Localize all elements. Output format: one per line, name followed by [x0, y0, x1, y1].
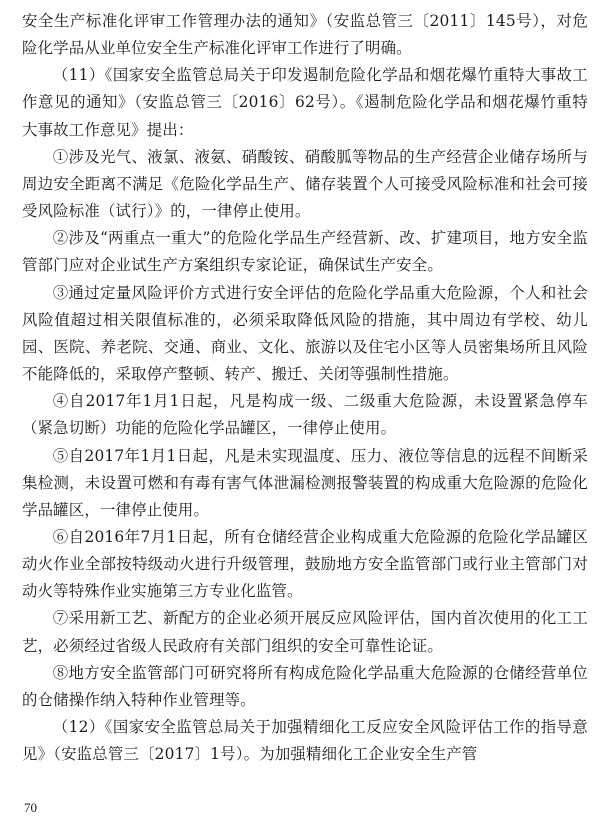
page-number: 70	[24, 800, 37, 815]
document-page	[22, 8, 588, 768]
paragraph-3: ②涉及“两重点一重大”的危险化学品生产经营新、改、扩建项目，地方安全监管部门应对企业试生产方案组织专家论证，确保试生产安全。	[22, 229, 588, 275]
paragraph-0: 安全生产标准化评审工作管理办法的通知》（安监总管三〔2011〕145号），对危险化学品从业单位安全生产标准化评审工作进行了明确。	[22, 12, 588, 58]
paragraph-7: ⑥自2016年7月1日起，所有仓储经营企业构成重大危险源的危险化学品罐区动火作业全部按特级动火进行升级管理，鼓励地方安全监管部门或行业主管部门对动火等特殊作业实施第三方专业化监管。	[22, 527, 588, 601]
paragraph-1: （11）《国家安全监管总局关于印发遏制危险化学品和烟花爆竹重特大事故工作意见的通知》（安监总管三〔2016〕62号）。《遏制危险化学品和烟花爆竹重特大事故工作意见》提出：	[22, 66, 588, 139]
paragraph-6: ⑤自2017年1月1日起，凡是未实现温度、压力、液位等信息的远程不间断采集检测，未设置可燃和有毒有害气体泄漏检测报警装置的构成重大危险源的危险化学品罐区，一律停止使用。	[22, 446, 588, 519]
paragraph-8: ⑦采用新工艺、新配方的企业必须开展反应风险评估，国内首次使用的化工工艺，必须经过省级人民政府有关部门组织的安全可靠性论证。	[22, 609, 588, 655]
paragraph-10: （12）《国家安全监管总局关于加强精细化工反应安全风险评估工作的指导意见》（安监总管三〔2017〕1号）。为加强精细化工企业安全生产管	[22, 718, 588, 764]
paragraph-4: ③通过定量风险评价方式进行安全评估的危险化学品重大危险源，个人和社会风险值超过相关限值标准的，必须采取降低风险的措施，其中周边有学校、幼儿园、医院、养老院、交通、商业、文化、旅游以及住宅小区等人员密集场所且风险不能降低的，采取停产整顿、转产、搬迁、关闭等强制性措施。	[22, 283, 588, 384]
paragraph-9: ⑧地方安全监管部门可研究将所有构成危险化学品重大危险源的仓储经营单位的仓储操作纳入特种作业管理等。	[22, 663, 588, 709]
paragraph-5: ④自2017年1月1日起，凡是构成一级、二级重大危险源，未设置紧急停车（紧急切断）功能的危险化学品罐区，一律停止使用。	[22, 392, 588, 438]
paragraph-2: ①涉及光气、液氯、液氨、硝酸铵、硝酸胍等物品的生产经营企业储存场所与周边安全距离不满足《危险化学品生产、储存装置个人可接受风险标准和社会可接受风险标准（试行）》的，一律停止使用。	[22, 147, 588, 221]
